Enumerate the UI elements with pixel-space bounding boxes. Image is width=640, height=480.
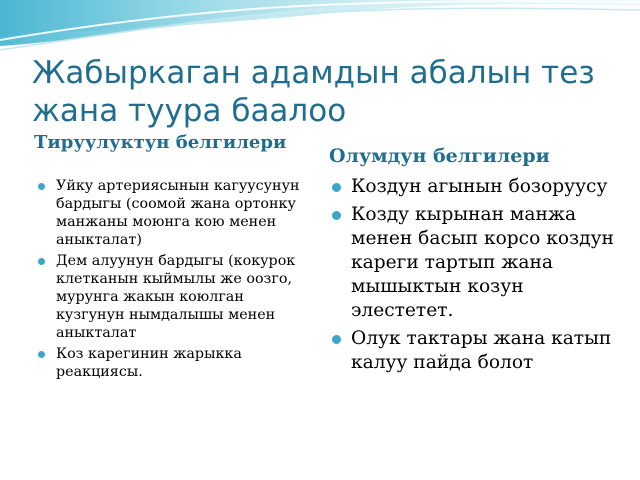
bullet-dot-icon: [332, 335, 341, 344]
list-item-text: Коз карегинин жарыкка реакциясы.: [56, 346, 242, 380]
list-item: [34, 345, 309, 381]
list-item-text: Уйку артериясынын кагуусунун бардыгы (соомой жана ортонку манжаны моюнга кою менен аныкталат): [56, 178, 300, 248]
right-column-heading: Олумдун белгилери: [329, 145, 550, 167]
bullet-dot-icon: [332, 183, 341, 192]
left-bullet-list: [34, 177, 309, 384]
bullet-dot-icon: [38, 258, 45, 265]
list-item: [329, 327, 619, 375]
list-item-text: Дем алуунун бардыгы (кокурок клетканын кыймылы же оозго, мурунга жакын коюлган кузгунун нымдалышы менен аныкталат: [56, 253, 296, 341]
list-item-text: Коздун агынын бозоруусу: [351, 176, 608, 197]
slide-title: Жабыркаган адамдын абалын тез жана туура баалоо: [32, 55, 595, 129]
decorative-wave-banner: [0, 0, 640, 60]
list-item: [34, 177, 309, 249]
bullet-dot-icon: [38, 183, 45, 190]
list-item: [34, 252, 309, 342]
bullet-dot-icon: [332, 211, 341, 220]
left-column-heading: Тируулуктун белгилери: [34, 132, 287, 153]
right-bullet-list: [329, 175, 619, 379]
list-item-text: Олук тактары жана катып калуу пайда болот: [351, 328, 612, 373]
bullet-dot-icon: [38, 351, 45, 358]
list-item-text: Козду кырынан манжа менен басып корсо коздун кареги тартып жана мышыктын козун элестетет.: [351, 204, 614, 321]
list-item: [329, 203, 619, 323]
list-item: [329, 175, 619, 199]
